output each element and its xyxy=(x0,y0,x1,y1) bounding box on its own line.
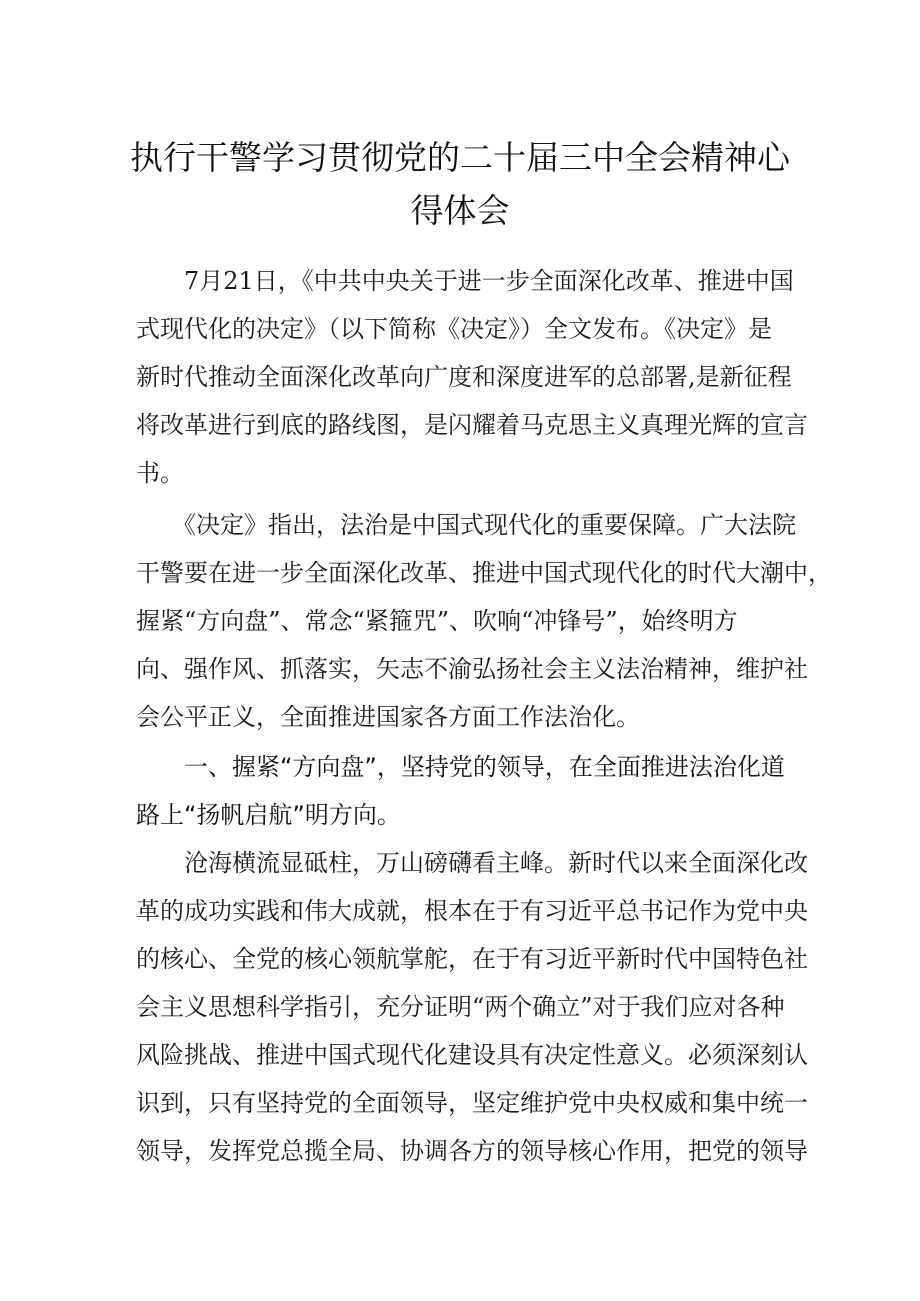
paragraph-2-line-5: 会公平正义，全面推进国家各方面工作法治化。 xyxy=(136,703,640,731)
paragraph-3-line-2: 革的成功实践和伟大成就，根本在于有习近平总书记作为党中央 xyxy=(136,897,808,925)
paragraph-3-line-4: 会主义思想科学指引，充分证明“两个确立”对于我们应对各种 xyxy=(136,993,785,1021)
paragraph-3-line-5: 风险挑战、推进中国式现代化建设具有决定性意义。必须深刻认 xyxy=(136,1041,808,1069)
section-heading-1-line-1: 一、握紧“方向盘”，坚持党的领导，在全面推进法治化道 xyxy=(184,753,785,781)
paragraph-1-line-1: 7月21日，《中共中央关于进一步全面深化改革、推进中国 xyxy=(184,267,794,295)
paragraph-3-line-1: 沧海横流显砥柱，万山磅礴看主峰。新时代以来全面深化改 xyxy=(184,849,808,877)
document-title-line-2: 得体会 xyxy=(410,191,510,230)
paragraph-2-line-3: 握紧“方向盘”、常念“紧箍咒”、吹响“冲锋号”，始终明方 xyxy=(136,607,738,635)
paragraph-2-line-4: 向、强作风、抓落实，矢志不渝弘扬社会主义法治精神，维护社 xyxy=(136,655,808,683)
paragraph-2-line-2: 干警要在进一步全面深化改革、推进中国式现代化的时代大潮中， xyxy=(136,559,832,587)
paragraph-1-line-2: 式现代化的决定》（以下简称《决定》）全文发布。《决定》是 xyxy=(136,315,772,343)
paragraph-3-line-6: 识到，只有坚持党的全面领导，坚定维护党中央权威和集中统一 xyxy=(136,1089,808,1117)
section-heading-1-line-2: 路上“扬帆启航”明方向。 xyxy=(136,801,401,829)
paragraph-1-line-3: 新时代推动全面深化改革向广度和深度进军的总部署,是新征程 xyxy=(136,363,792,391)
paragraph-1-line-5: 书。 xyxy=(136,459,184,487)
paragraph-1-line-4: 将改革进行到底的路线图，是闪耀着马克思主义真理光辉的宣言 xyxy=(136,411,808,439)
document-title-line-1: 执行干警学习贯彻党的二十届三中全会精神心 xyxy=(130,138,790,177)
paragraph-3-line-7: 领导，发挥党总揽全局、协调各方的领导核心作用，把党的领导 xyxy=(136,1137,808,1165)
paragraph-2-line-1: 《决定》指出，法治是中国式现代化的重要保障。广大法院 xyxy=(172,511,796,539)
paragraph-3-line-3: 的核心、全党的核心领航掌舵，在于有习近平新时代中国特色社 xyxy=(136,945,808,973)
